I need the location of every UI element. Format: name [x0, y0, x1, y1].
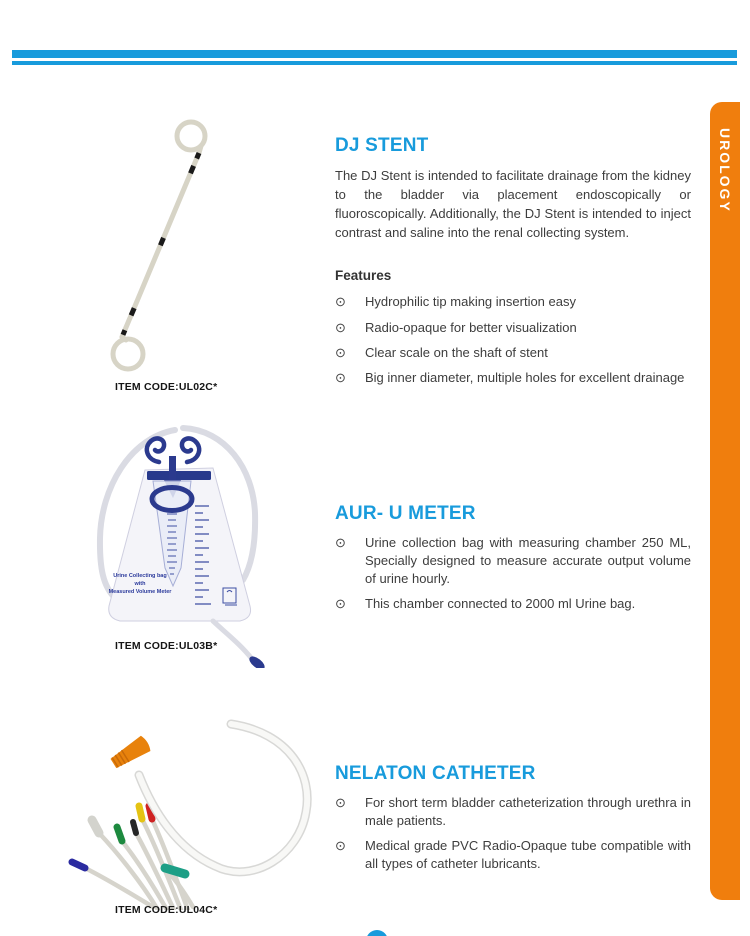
bullet-icon: ⊙: [335, 369, 346, 385]
bag-inlet-stem: [169, 456, 176, 480]
bullet-icon: ⊙: [335, 795, 346, 810]
section-aur-u-meter: [335, 503, 691, 620]
dj-stent-feature-list: [335, 293, 691, 387]
bullet-icon: ⊙: [335, 344, 346, 360]
feature-item: [335, 369, 691, 387]
dj-stent-image: [95, 105, 315, 385]
section-title-aur-u-meter: AUR- U METER: [335, 503, 476, 524]
feature-text: For short term bladder catheterization through urethra in male patients.: [365, 795, 691, 828]
section-dj-stent: [335, 135, 691, 394]
feature-text: Radio-opaque for better visualization: [365, 319, 577, 335]
top-rule-thin: [12, 61, 737, 65]
item-code-dj-stent: ITEM CODE:UL02C*: [115, 381, 218, 393]
features-label: Features: [335, 268, 392, 284]
yellow-tip: [139, 806, 142, 819]
white-tip: [92, 820, 99, 833]
feature-item: [335, 293, 691, 311]
bullet-icon: ⊙: [335, 319, 346, 335]
green-tip: [117, 827, 122, 841]
section-nelaton-catheter: [335, 763, 691, 880]
section-title-nelaton-catheter: NELATON CATHETER: [335, 763, 536, 784]
feature-text: Clear scale on the shaft of stent: [365, 344, 548, 360]
top-rule-thick: [12, 50, 737, 58]
dj-stent-description: The DJ Stent is intended to facilitate drainage from the kidney to the bladder via placement endoscopically or fluoroscopically. Additionally, the DJ Stent is intended to inject contrast and saline into the renal collecting system.: [335, 168, 691, 240]
item-code-nelaton-catheter: ITEM CODE:UL04C*: [115, 904, 218, 916]
item-code-aur-u-meter: ITEM CODE:UL03B*: [115, 640, 218, 652]
feature-text: Urine collection bag with measuring chamber 250 ML, Specially designed to measure accurate output volume of urine hourly.: [365, 535, 691, 586]
aur-u-meter-feature-list: [335, 534, 691, 613]
nelaton-catheter-image: [55, 715, 335, 910]
feature-text: This chamber connected to 2000 ml Urine bag.: [365, 595, 636, 611]
side-tab-label: UROLOGY: [717, 128, 733, 213]
feature-text: Big inner diameter, multiple holes for excellent drainage: [365, 369, 685, 385]
bullet-icon: ⊙: [335, 294, 346, 310]
feature-item: [335, 837, 691, 873]
teal-tip: [165, 868, 185, 874]
blue-tip: [72, 862, 85, 868]
orange-funnel-connector: [109, 735, 152, 771]
bag-label-line2: with: [134, 581, 146, 587]
feature-item: [335, 344, 691, 362]
bullet-icon: ⊙: [335, 535, 346, 550]
bag-label-line1: Urine Collecting bag: [113, 573, 167, 579]
nelaton-feature-list: [335, 794, 691, 873]
bullet-icon: ⊙: [335, 595, 346, 611]
bag-outlet-tube: [213, 621, 252, 659]
feature-text: Medical grade PVC Radio-Opaque tube compatible with all types of catheter lubricants.: [365, 837, 691, 871]
bag-label-line3: Measured Volume Meter: [108, 589, 172, 595]
feature-text: Hydrophilic tip making insertion easy: [365, 294, 576, 310]
feature-item: [335, 794, 691, 830]
feature-item: [335, 534, 691, 588]
bullet-icon: ⊙: [335, 837, 346, 853]
urine-meter-bag-image: [95, 418, 335, 668]
section-title-dj-stent: DJ STENT: [335, 135, 429, 156]
feature-item: [335, 595, 691, 613]
page-number-dot: [366, 930, 388, 936]
bag-top-bar: [147, 471, 211, 480]
feature-item: [335, 319, 691, 337]
urology-side-tab: [710, 102, 740, 900]
black-tip: [133, 822, 136, 833]
